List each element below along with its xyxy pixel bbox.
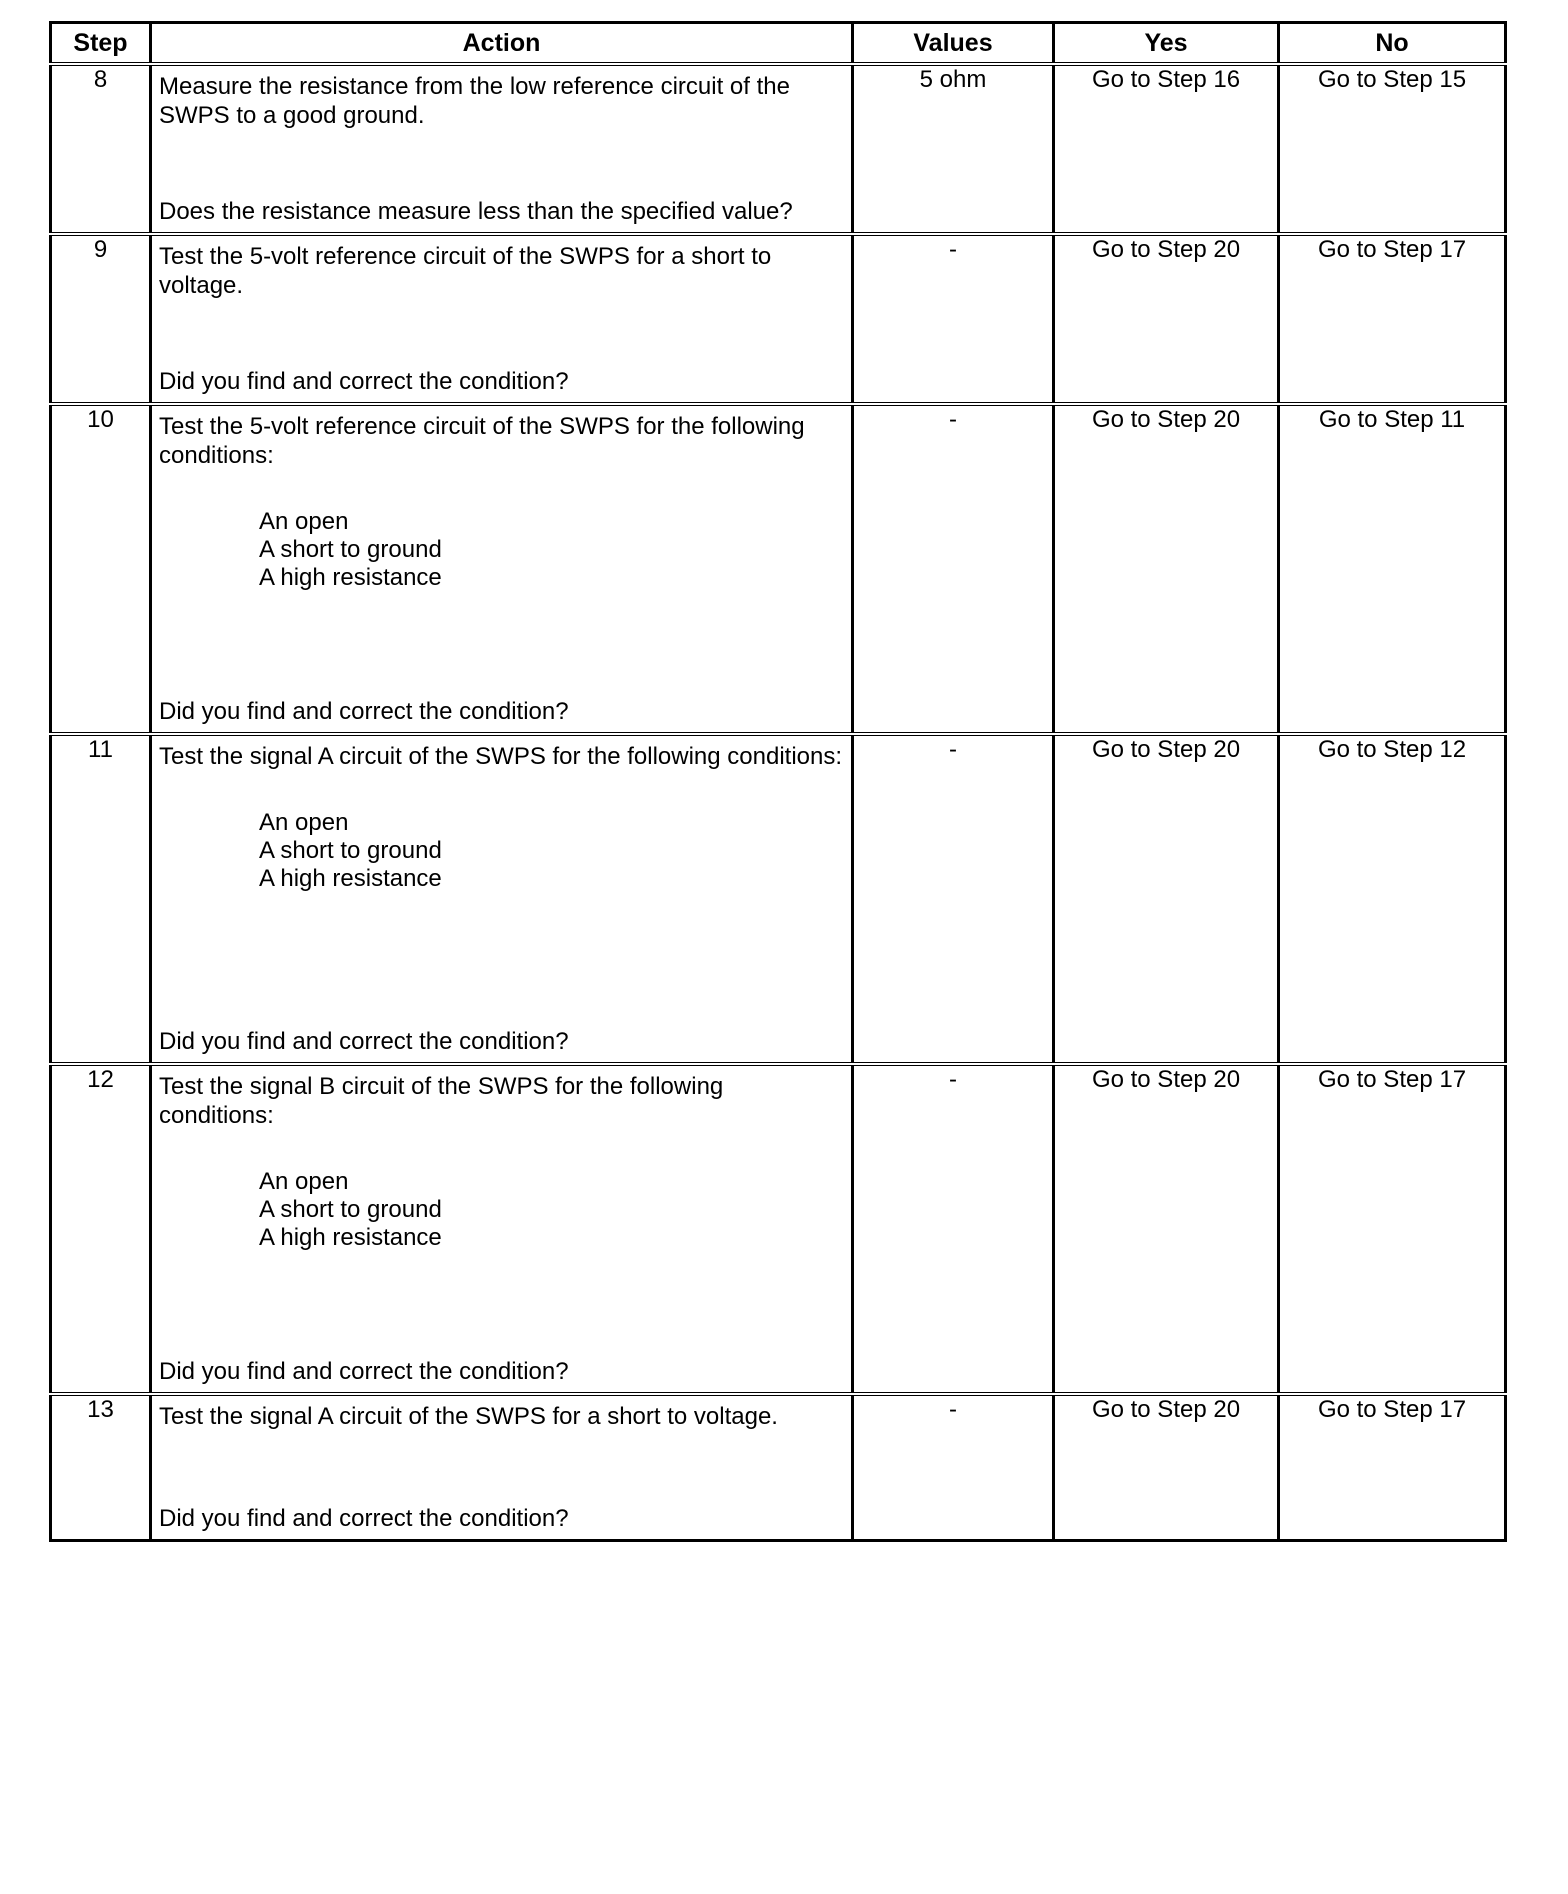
condition-item: A short to ground (259, 1196, 442, 1223)
action-text: Test the signal B circuit of the SWPS for the following conditions: (159, 1073, 724, 1129)
no-result: Go to Step 12 (1279, 734, 1506, 1064)
action-text: Test the 5-volt reference circuit of the SWPS for the following conditions: (159, 413, 805, 469)
header-values: Values (853, 23, 1054, 65)
step-number: 12 (51, 1064, 151, 1394)
header-step: Step (51, 23, 151, 65)
value-cell: - (853, 404, 1054, 734)
condition-list (259, 809, 843, 893)
value-cell: - (853, 734, 1054, 1064)
action-text: Test the 5-volt reference circuit of the SWPS for a short to voltage. (159, 243, 772, 299)
step-number: 13 (51, 1394, 151, 1541)
condition-list (259, 1168, 843, 1252)
header-row (51, 23, 1506, 65)
action-cell (151, 234, 853, 404)
step-number: 8 (51, 64, 151, 234)
action-question: Did you find and correct the condition? (159, 368, 569, 395)
action-question: Did you find and correct the condition? (159, 1028, 569, 1055)
action-text: Test the signal A circuit of the SWPS for a short to voltage. (159, 1403, 778, 1430)
no-result: Go to Step 17 (1279, 1394, 1506, 1541)
action-question: Did you find and correct the condition? (159, 1505, 569, 1532)
yes-result: Go to Step 20 (1054, 404, 1279, 734)
table-row (51, 404, 1506, 734)
action-cell (151, 734, 853, 1064)
condition-item: A high resistance (259, 1224, 442, 1251)
no-result: Go to Step 11 (1279, 404, 1506, 734)
condition-list (259, 508, 843, 592)
condition-item: A high resistance (259, 865, 442, 892)
yes-result: Go to Step 20 (1054, 1394, 1279, 1541)
yes-result: Go to Step 16 (1054, 64, 1279, 234)
header-no: No (1279, 23, 1506, 65)
header-yes: Yes (1054, 23, 1279, 65)
condition-item: A short to ground (259, 536, 442, 563)
header-action: Action (151, 23, 853, 65)
action-cell (151, 1064, 853, 1394)
action-cell (151, 64, 853, 234)
yes-result: Go to Step 20 (1054, 1064, 1279, 1394)
condition-item: An open (259, 809, 349, 836)
action-question: Did you find and correct the condition? (159, 698, 569, 725)
condition-item: An open (259, 1168, 349, 1195)
step-number: 10 (51, 404, 151, 734)
action-question: Did you find and correct the condition? (159, 1358, 569, 1385)
action-question: Does the resistance measure less than the specified value? (159, 198, 793, 225)
no-result: Go to Step 17 (1279, 1064, 1506, 1394)
action-cell (151, 404, 853, 734)
table-row (51, 734, 1506, 1064)
table-row (51, 1394, 1506, 1541)
table-row (51, 234, 1506, 404)
no-result: Go to Step 15 (1279, 64, 1506, 234)
action-text: Test the signal A circuit of the SWPS for the following conditions: (159, 743, 843, 770)
yes-result: Go to Step 20 (1054, 234, 1279, 404)
action-text: Measure the resistance from the low reference circuit of the SWPS to a good ground. (159, 73, 790, 129)
step-number: 9 (51, 234, 151, 404)
step-number: 11 (51, 734, 151, 1064)
no-result: Go to Step 17 (1279, 234, 1506, 404)
condition-item: A short to ground (259, 837, 442, 864)
condition-item: A high resistance (259, 564, 442, 591)
value-cell: - (853, 234, 1054, 404)
action-cell (151, 1394, 853, 1541)
yes-result: Go to Step 20 (1054, 734, 1279, 1064)
diagnostic-table (49, 21, 1507, 1542)
value-cell: - (853, 1064, 1054, 1394)
value-cell: 5 ohm (853, 64, 1054, 234)
value-cell: - (853, 1394, 1054, 1541)
table-row (51, 64, 1506, 234)
condition-item: An open (259, 508, 349, 535)
table-row (51, 1064, 1506, 1394)
